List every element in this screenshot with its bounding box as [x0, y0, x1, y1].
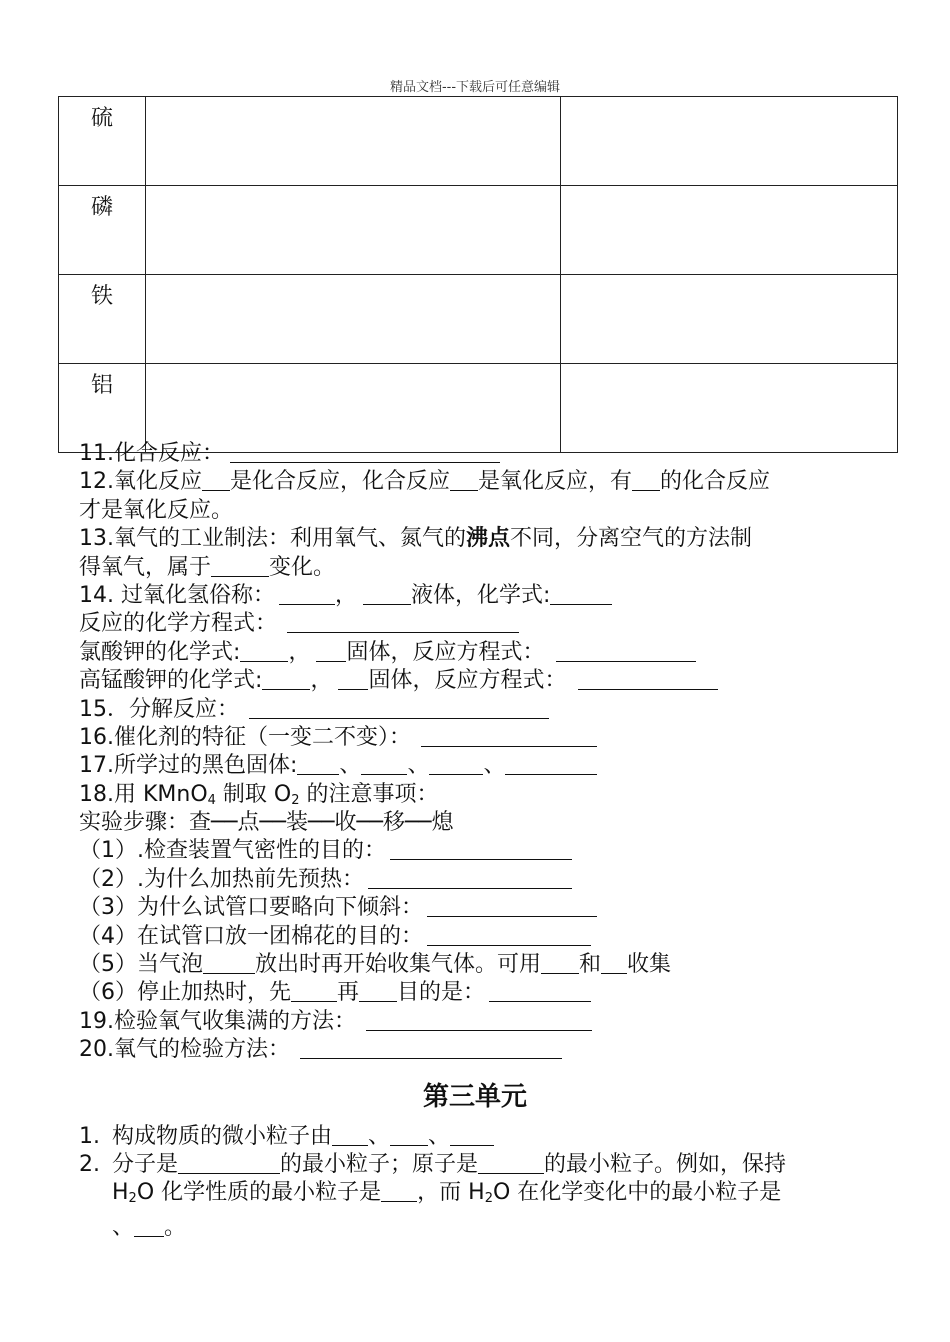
question-19: 19.检验氧气收集满的方法：: [79, 1008, 879, 1036]
question-12-cont: 才是氧化反应。: [79, 497, 234, 523]
answer-blank[interactable]: [211, 554, 269, 577]
answer-blank[interactable]: [556, 639, 696, 662]
element-table: [58, 96, 898, 453]
question-12: 12.氧化反应 是化合反应，化合反应 是氧化反应，有 的化合反应: [79, 469, 771, 495]
answer-blank[interactable]: [505, 752, 597, 775]
answer-blank[interactable]: [578, 667, 718, 690]
answer-blank[interactable]: [450, 1123, 494, 1146]
answer-blank[interactable]: [202, 468, 230, 491]
answer-blank[interactable]: [262, 667, 310, 690]
step-6: （6）停止加热时，先 再 目的是：: [79, 979, 879, 1007]
answer-blank[interactable]: [550, 582, 612, 605]
table-cell: [146, 186, 561, 275]
answer-blank[interactable]: [541, 951, 579, 974]
answer-blank[interactable]: [332, 1123, 368, 1146]
question-kmno4: 高锰酸钾的化学式: ， 固体，反应方程式：: [79, 667, 879, 695]
table-cell: [561, 186, 898, 275]
answer-blank[interactable]: [381, 1179, 417, 1202]
step-5: （5）当气泡 放出时再开始收集气体。可用 和 收集: [79, 952, 672, 978]
element-name: 铁: [59, 275, 146, 364]
question-11: 11.化合反应：: [79, 440, 879, 468]
answer-blank[interactable]: [632, 468, 660, 491]
question-17: 17.所学过的黑色固体: 、 、 、: [79, 752, 879, 780]
answer-blank[interactable]: [134, 1214, 164, 1237]
step-4: （4）在试管口放一团棉花的目的：: [79, 923, 879, 951]
step-2: （2）.为什么加热前先预热：: [79, 866, 879, 894]
answer-blank[interactable]: [300, 1036, 562, 1059]
question-13-cont: 得氧气，属于 变化。: [79, 554, 336, 580]
element-name: 磷: [59, 186, 146, 275]
answer-blank[interactable]: [363, 582, 411, 605]
step-3: （3）为什么试管口要略向下倾斜：: [79, 894, 879, 922]
answer-blank[interactable]: [361, 752, 407, 775]
table-row: [59, 97, 898, 186]
answer-blank[interactable]: [368, 866, 572, 889]
answer-blank[interactable]: [489, 979, 591, 1002]
answer-blank[interactable]: [427, 894, 597, 917]
answer-blank[interactable]: [366, 1008, 592, 1031]
section-title: 第三单元: [422, 1081, 527, 1112]
question-14: 14. 过氧化氢俗称： ， 液体，化学式:: [79, 582, 879, 610]
step-1: （1）.检查装置气密性的目的：: [79, 837, 879, 865]
answer-blank[interactable]: [230, 440, 500, 463]
experiment-steps: 实验步骤：查──点──装──收──移──熄: [79, 810, 454, 836]
table-cell: [146, 275, 561, 364]
answer-blank[interactable]: [249, 696, 549, 719]
table-cell: [561, 275, 898, 364]
answer-blank[interactable]: [390, 837, 572, 860]
question-list: [79, 440, 879, 1242]
unit3-item-2: 2. 分子是 的最小粒子；原子是 的最小粒子。例如，保持 $H_2O$ 化学性质的最小粒子是 ，而 $H_2O$ 在化学变化中的最小粒子是 、 。: [79, 1151, 787, 1240]
answer-blank[interactable]: [297, 752, 339, 775]
table-cell: [146, 97, 561, 186]
question-kclo3: 氯酸钾的化学式: ， 固体，反应方程式：: [79, 639, 879, 667]
answer-blank[interactable]: [240, 639, 288, 662]
answer-blank[interactable]: [601, 951, 627, 974]
answer-blank[interactable]: [203, 951, 255, 974]
answer-blank[interactable]: [450, 468, 478, 491]
answer-blank[interactable]: [279, 582, 335, 605]
page-header: 精品文档---下载后可任意编辑: [389, 80, 561, 95]
answer-blank[interactable]: [316, 639, 346, 662]
table-row: [59, 275, 898, 364]
answer-blank[interactable]: [291, 979, 337, 1002]
answer-blank[interactable]: [429, 752, 483, 775]
question-20: 20.氧气的检验方法：: [79, 1036, 879, 1064]
unit3-item-1: 1. 构成物质的微小粒子由 、 、: [79, 1123, 879, 1151]
element-name: 铝: [59, 364, 146, 453]
question-15: 15．分解反应：: [79, 696, 879, 724]
answer-blank[interactable]: [359, 979, 397, 1002]
answer-blank[interactable]: [390, 1123, 428, 1146]
question-14-equation: 反应的化学方程式：: [79, 610, 879, 638]
table-cell: [561, 97, 898, 186]
table-row: [59, 186, 898, 275]
question-18: 18.用 KMnO$_4$ 制取 $O_2$ 的注意事项：: [79, 781, 439, 808]
question-13: 13.氧气的工业制法：利用氧气、氮气的沸点不同，分离空气的方法制: [79, 526, 753, 552]
answer-blank[interactable]: [178, 1151, 280, 1174]
answer-blank[interactable]: [287, 610, 519, 633]
answer-blank[interactable]: [421, 724, 597, 747]
answer-blank[interactable]: [478, 1151, 544, 1174]
answer-blank[interactable]: [338, 667, 368, 690]
element-name: 硫: [59, 97, 146, 186]
question-16: 16.催化剂的特征（一变二不变）：: [79, 724, 879, 752]
answer-blank[interactable]: [427, 923, 591, 946]
